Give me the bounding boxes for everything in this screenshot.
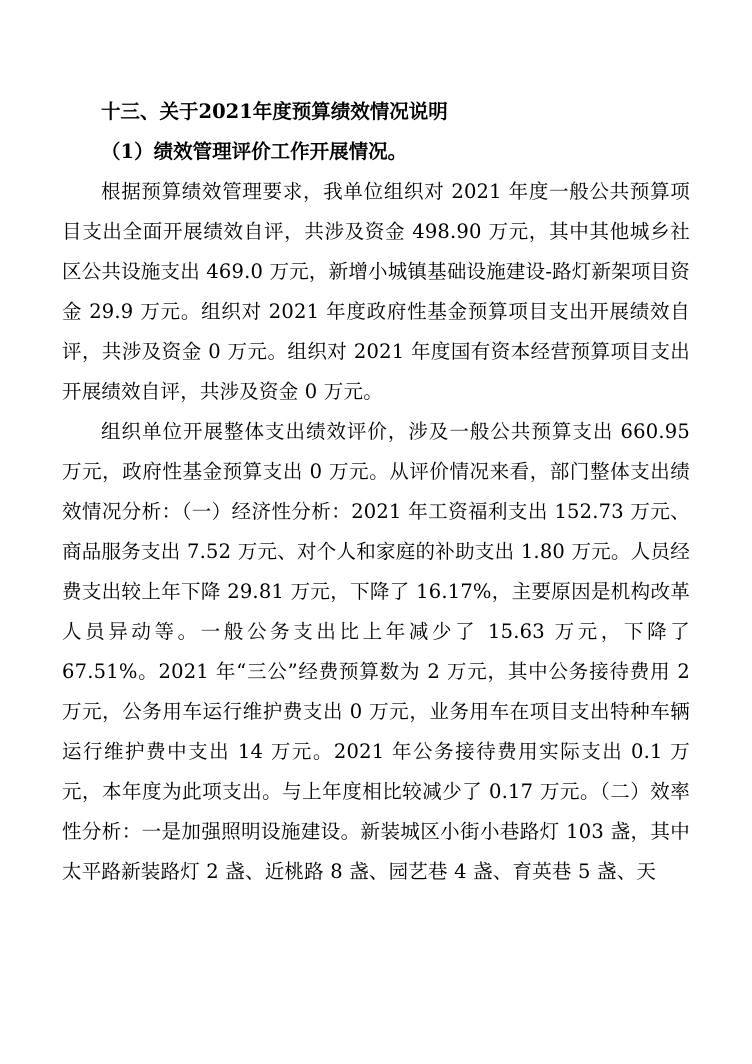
document-body — [62, 92, 690, 892]
paragraph-2: 组织单位开展整体支出绩效评价，涉及一般公共预算支出 660.95 万元，政府性基金预算支出 0 万元。从评价情况来看，部门整体支出绩效情况分析：（一）经济性分析：2021 年工资福利支出 152.73 万元、商品服务支出 7.52 万元、对个人和家庭的补助支出 1.80 万元。人员经费支出较上年下降 29.81 万元，下降了 16.17%，主要原因是机构改革人员异动等。一般公务支出比上年减少了 15.63 万元，下降了 67.51%。2021 年“三公”经费预算数为 2 万元，其中公务接待费用 2 万元，公务用车运行维护费支出 0 万元，业务用车在项目支出特种车辆运行维护费中支出 14 万元。2021 年公务接待费用实际支出 0.1 万元，本年度为此项支出。与上年度相比较减少了 0.17 万元。（二）效率性分析：一是加强照明设施建设。新装城区小街小巷路灯 103 盏，其中太平路新装路灯 2 盏、近桃路 8 盏、园艺巷 4 盏、育英巷 5 盏、天 — [62, 420, 690, 883]
paragraph-1: 根据预算绩效管理要求，我单位组织对 2021 年度一般公共预算项目支出全面开展绩效自评，共涉及资金 498.90 万元，其中其他城乡社区公共设施支出 469.0 万元，新增小城镇基础设施建设-路灯新架项目资金 29.9 万元。组织对 2021 年度政府性基金预算项目支出开展绩效自评，共涉及资金 0 万元。组织对 2021 年度国有资本经营预算项目支出开展绩效自评，共涉及资金 0 万元。 — [62, 180, 691, 403]
section-subtitle: （1）绩效管理评价工作开展情况。 — [101, 140, 408, 163]
page-title: 十三、关于2021年度预算绩效情况说明 — [101, 100, 448, 123]
